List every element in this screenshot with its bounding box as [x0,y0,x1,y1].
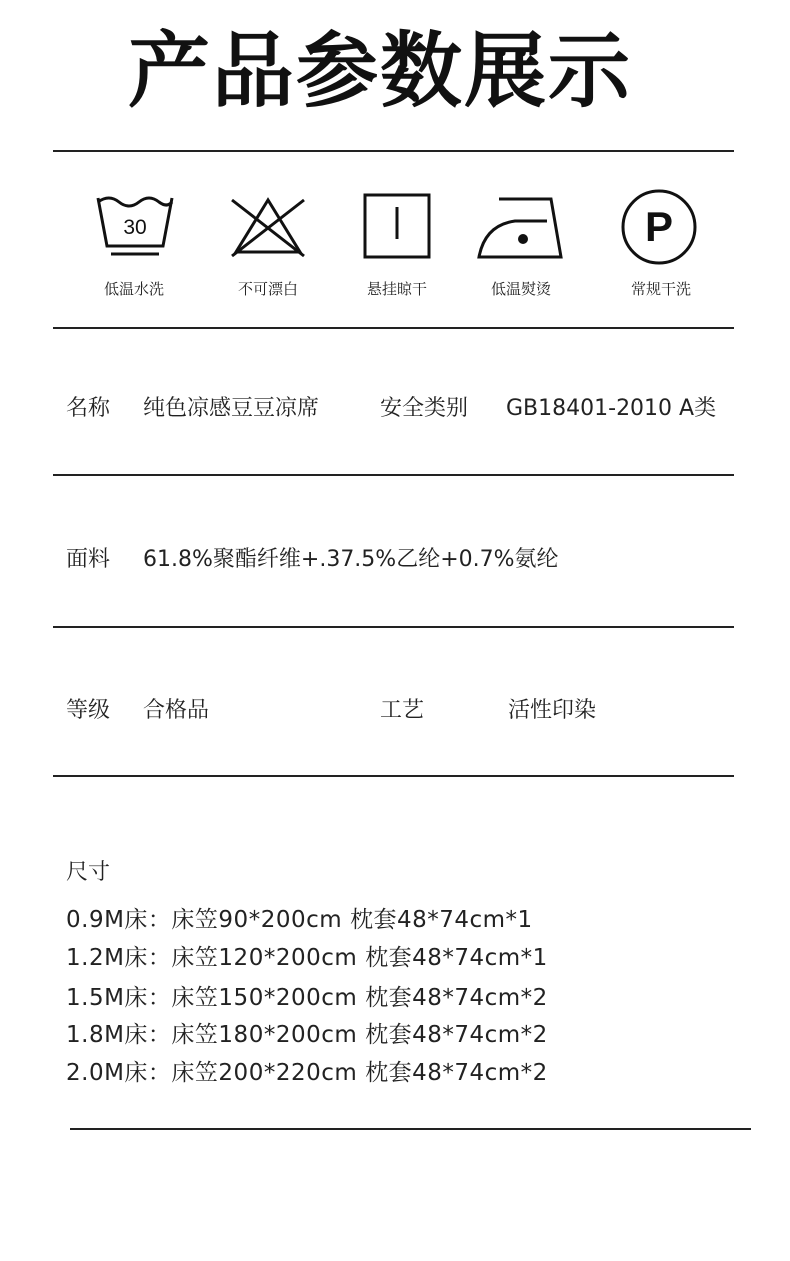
hang-dry-icon [363,193,431,259]
size-label: 尺寸 [66,860,111,885]
no-bleach-icon [228,194,308,258]
care-label-low-iron: 低温熨烫 [490,280,551,298]
size-line: 1.2M床：床笠120*200cm 枕套48*74cm*1 [66,945,548,971]
dry-clean-p-icon [620,188,698,266]
care-label-hang-dry: 悬挂晾干 [366,280,427,298]
safety-label: 安全类别 [380,396,469,421]
size-line: 0.9M床：床笠90*200cm 枕套48*74cm*1 [66,907,533,933]
care-label-no-bleach: 不可漂白 [237,280,298,298]
care-label-wash: 低温水洗 [103,280,164,298]
wash-temp-text: 30 [123,216,147,239]
page-title: 产品参数展示 [127,24,632,119]
divider [53,327,734,329]
care-label-dry-clean: 常规干洗 [630,280,691,298]
size-line: 2.0M床：床笠200*220cm 枕套48*74cm*2 [66,1060,548,1086]
name-value: 纯色凉感豆豆凉席 [143,396,320,421]
divider [53,150,734,152]
fabric-value: 61.8%聚酯纤维+.37.5%乙纶+0.7%氨纶 [143,547,559,572]
fabric-label: 面料 [66,547,111,572]
divider [53,626,734,628]
divider [70,1128,751,1130]
size-line: 1.5M床：床笠150*200cm 枕套48*74cm*2 [66,985,548,1011]
craft-label: 工艺 [380,698,425,723]
size-line: 1.8M床：床笠180*200cm 枕套48*74cm*2 [66,1022,548,1048]
low-iron-icon [475,195,565,261]
name-label: 名称 [66,396,111,421]
grade-value: 合格品 [143,698,210,723]
grade-label: 等级 [66,698,111,723]
divider [53,775,734,777]
wash-30-icon [95,192,175,258]
safety-value: GB18401-2010 A类 [506,396,717,421]
dry-clean-letter: P [644,203,674,250]
divider [53,474,734,476]
craft-value: 活性印染 [508,698,597,723]
